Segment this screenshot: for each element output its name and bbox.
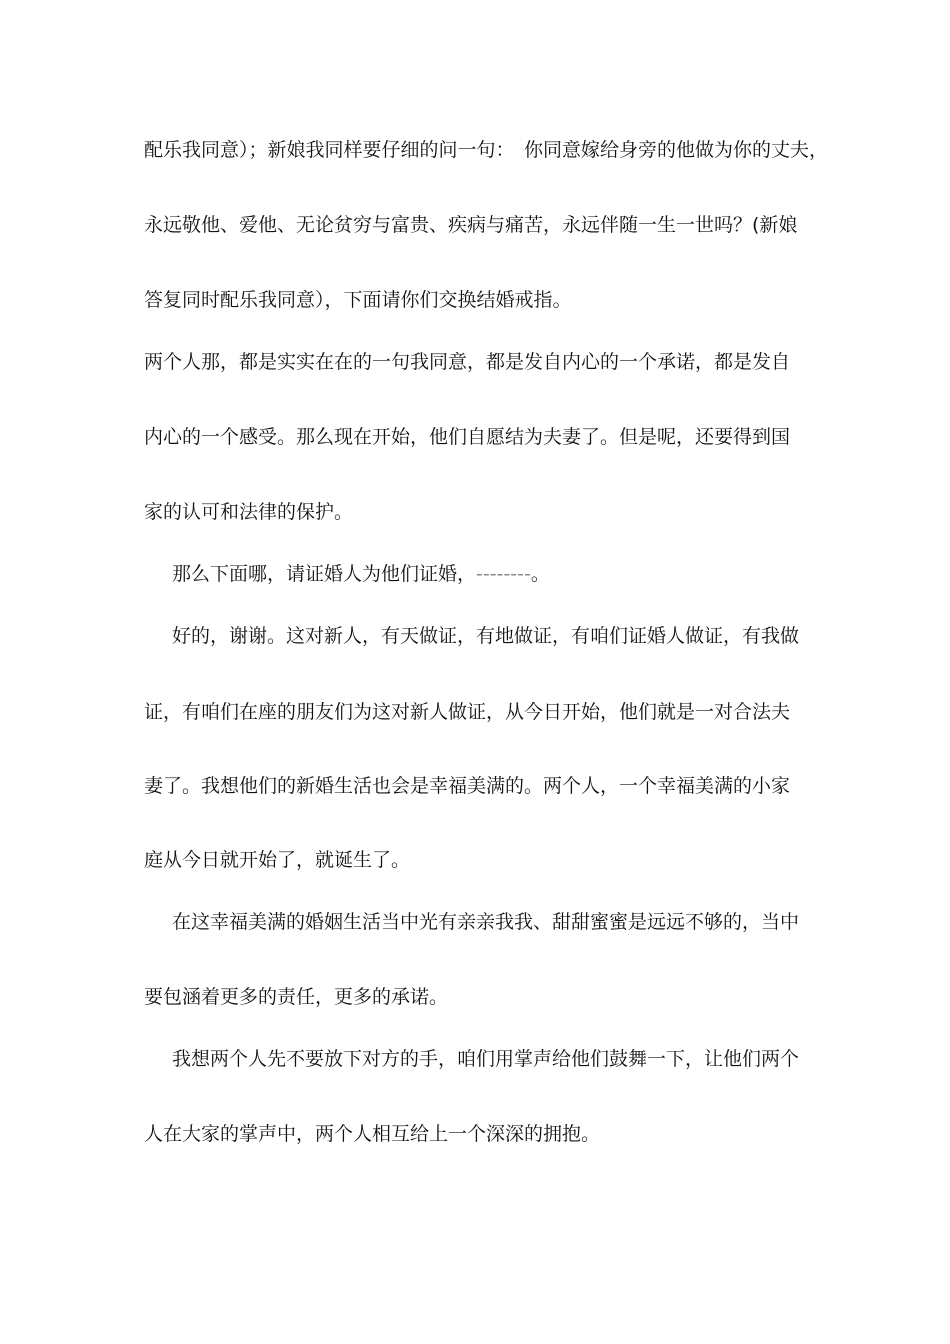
text-segment: 。 (530, 563, 550, 585)
text-line: 妻了。我想他们的新婚生活也会是幸福美满的。两个人，一个幸福美满的小家 (144, 775, 791, 797)
text-line: 人在大家的掌声中，两个人相互给上一个深深的拥抱。 (144, 1123, 601, 1145)
text-line: 两个人那，都是实实在在的一句我同意，都是发自内心的一个承诺，都是发自 (144, 351, 791, 373)
text-line: 在这幸福美满的婚姻生活当中光有亲亲我我、甜甜蜜蜜是远远不够的，当中 (172, 911, 800, 933)
text-line: 答复同时配乐我同意），下面请你们交换结婚戒指。 (144, 289, 572, 311)
text-line: 要包涵着更多的责任，更多的承诺。 (144, 986, 449, 1008)
text-line (172, 562, 842, 586)
text-line: 好的，谢谢。这对新人，有天做证，有地做证，有咱们证婚人做证，有我做 (172, 625, 800, 647)
text-line: 永远敬他、爱他、无论贫穷与富贵、疾病与痛苦，永远伴随一生一世吗？(新娘 (144, 214, 798, 236)
text-line: 内心的一个感受。那么现在开始，他们自愿结为夫妻了。但是呢，还要得到国 (144, 426, 791, 448)
text-line: 家的认可和法律的保护。 (144, 501, 354, 523)
text-segment: 那么下面哪，请证婚人为他们证婚， (172, 563, 477, 585)
text-line: 证，有咱们在座的朋友们为这对新人做证，从今日开始，他们就是一对合法夫 (144, 701, 791, 723)
text-line: 我想两个人先不要放下对方的手，咱们用掌声给他们鼓舞一下，让他们两个 (172, 1048, 800, 1070)
text-line: 配乐我同意）；新娘我同样要仔细的问一句： 你同意嫁给身旁的他做为你的丈夫， (144, 139, 829, 161)
blank-placeholder: -------- (476, 563, 531, 585)
text-line: 庭从今日就开始了，就诞生了。 (144, 849, 411, 871)
